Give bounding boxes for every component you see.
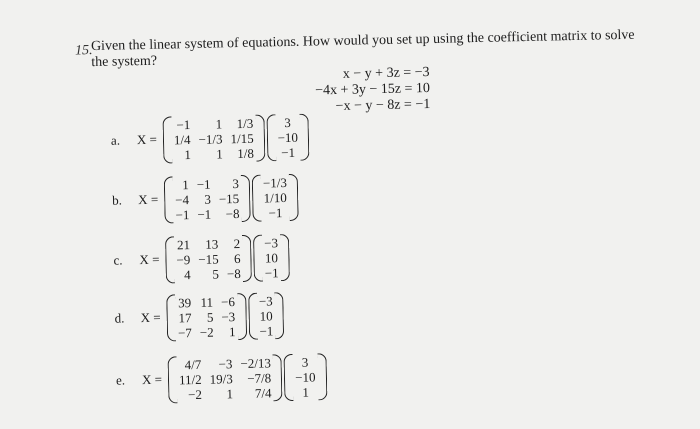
matrix-entry: −1/3 — [198, 130, 223, 147]
matrix-entry: −1 — [196, 176, 211, 192]
matrix-entry: 1/4 — [173, 131, 191, 147]
matrix-entry: 11 — [200, 294, 214, 310]
option-lhs: X = — [138, 191, 159, 208]
option-d[interactable] — [114, 284, 287, 350]
vector-entry: −1/3 — [262, 174, 288, 191]
vector-entry: 10 — [259, 307, 273, 324]
matrix-entry: −1 — [197, 206, 212, 222]
question-text: Given the linear system of equations. How would you set up using the coefficient matrix to solve the system? — [90, 27, 635, 71]
option-lhs: X = — [139, 251, 160, 268]
matrix-entry: −9 — [176, 251, 191, 267]
matrix-entry: −1 — [176, 116, 191, 132]
matrix-entry: −7/8 — [247, 369, 272, 386]
matrix-entry: −3 — [218, 355, 233, 372]
matrix-entry: 3 — [204, 191, 212, 207]
vector-entry: −1 — [259, 322, 274, 339]
option-a[interactable] — [110, 106, 311, 172]
matrix-entry: 1 — [216, 145, 223, 162]
vector-entry: −1 — [264, 264, 279, 281]
coefficient-matrix — [164, 174, 251, 223]
vector-entry: 1/10 — [263, 189, 287, 206]
matrix-entry: 17 — [178, 309, 192, 325]
matrix-entry: 1 — [228, 323, 236, 339]
constant-vector — [266, 113, 309, 161]
matrix-entry: 13 — [205, 235, 219, 252]
vector-entry: 3 — [301, 354, 309, 370]
option-letter: a. — [110, 132, 121, 148]
vector-entry: 1 — [302, 384, 310, 400]
matrix-entry: −4 — [175, 191, 190, 207]
equation-1: x − y + 3z = −3 — [342, 65, 430, 82]
constant-vector — [284, 353, 327, 401]
vector-entry: −1 — [281, 144, 296, 160]
constant-vector — [253, 234, 290, 282]
matrix-entry: −15 — [218, 190, 240, 206]
option-lhs: X = — [140, 309, 161, 326]
option-e[interactable] — [115, 345, 329, 411]
matrix-entry: 11/2 — [178, 371, 202, 387]
matrix-entry: 39 — [178, 294, 192, 310]
vector-entry: −1 — [268, 204, 283, 220]
option-lhs: X = — [136, 131, 158, 148]
matrix-entry: 6 — [233, 250, 241, 266]
matrix-entry: 4/7 — [184, 356, 202, 372]
matrix-entry: 1 — [215, 115, 223, 132]
coefficient-matrix — [165, 234, 252, 283]
coefficient-matrix — [167, 354, 282, 403]
matrix-entry: 1/15 — [230, 130, 254, 146]
matrix-entry: 5 — [206, 309, 214, 325]
equation-2: −4x + 3y − 15z = 10 — [315, 81, 431, 99]
option-b[interactable] — [112, 166, 301, 232]
matrix-entry: 1 — [182, 176, 189, 192]
option-letter: e. — [115, 372, 126, 388]
option-letter: d. — [114, 310, 125, 326]
constant-vector — [252, 173, 299, 221]
matrix-entry: −8 — [226, 265, 241, 281]
option-lhs: X = — [141, 371, 163, 388]
matrix-entry: −2 — [187, 386, 203, 402]
option-c[interactable] — [113, 226, 292, 292]
matrix-entry: 19/3 — [209, 370, 233, 387]
matrix-entry: 7/4 — [254, 384, 272, 401]
vector-entry: −10 — [295, 368, 316, 385]
matrix-entry: 5 — [212, 265, 220, 282]
matrix-entry: 21 — [176, 236, 191, 252]
matrix-entry: 1/8 — [237, 145, 255, 161]
vector-entry: 3 — [284, 114, 291, 130]
option-letter: c. — [113, 252, 123, 268]
matrix-entry: −7 — [177, 324, 192, 340]
matrix-entry: −1 — [175, 206, 190, 222]
matrix-entry: −2 — [199, 324, 214, 340]
coefficient-matrix — [162, 114, 265, 163]
vector-entry: 10 — [264, 249, 279, 266]
matrix-entry: −2/13 — [240, 354, 272, 371]
constant-vector — [248, 292, 285, 340]
matrix-entry: 1/3 — [236, 115, 254, 131]
matrix-entry: −3 — [221, 308, 236, 324]
matrix-entry: −15 — [198, 250, 219, 267]
vector-entry: −3 — [263, 234, 279, 251]
option-letter: b. — [112, 192, 123, 208]
equation-3: −x − y − 8z = −1 — [335, 97, 431, 114]
matrix-entry: 2 — [233, 235, 241, 251]
matrix-entry: 4 — [183, 266, 191, 282]
equation-system — [289, 65, 430, 116]
matrix-entry: −6 — [220, 293, 236, 309]
matrix-entry: 1 — [184, 146, 192, 162]
question-number: 15. — [74, 43, 93, 59]
coefficient-matrix — [166, 292, 246, 341]
matrix-entry: 1 — [226, 385, 234, 401]
matrix-entry: −8 — [225, 205, 240, 221]
matrix-entry: 3 — [232, 175, 240, 191]
vector-entry: −10 — [277, 129, 299, 145]
vector-entry: −3 — [258, 292, 273, 309]
